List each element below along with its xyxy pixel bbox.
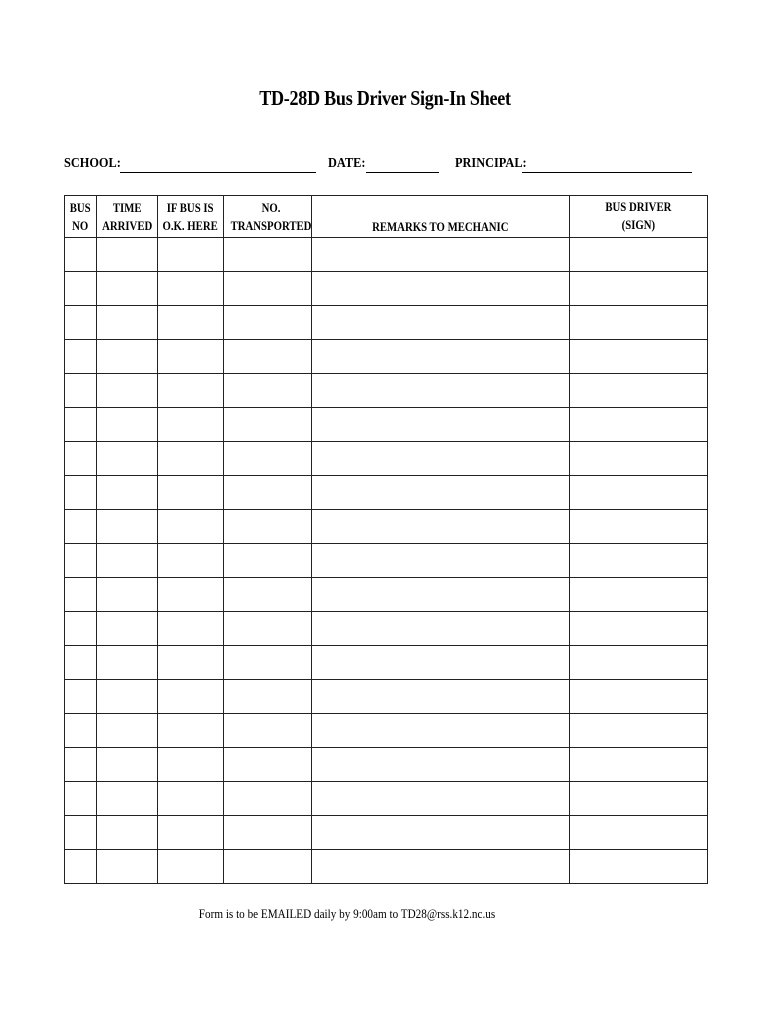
bus-ok-cell[interactable]	[158, 442, 224, 476]
remarks-cell[interactable]	[312, 748, 570, 782]
bus-ok-cell[interactable]	[158, 544, 224, 578]
header-time-arrived: TIME ARRIVED	[97, 196, 158, 238]
no-transported-cell[interactable]	[224, 646, 312, 680]
no-transported-cell[interactable]	[224, 340, 312, 374]
no-transported-cell[interactable]	[224, 612, 312, 646]
no-transported-cell[interactable]	[224, 578, 312, 612]
table-row	[65, 408, 708, 442]
bus-no-cell[interactable]	[65, 714, 97, 748]
time-arrived-cell[interactable]	[97, 782, 158, 816]
bus-ok-cell[interactable]	[158, 850, 224, 884]
time-arrived-cell[interactable]	[97, 748, 158, 782]
table-row	[65, 272, 708, 306]
time-arrived-cell[interactable]	[97, 408, 158, 442]
remarks-cell[interactable]	[312, 612, 570, 646]
bus-no-cell[interactable]	[65, 238, 97, 272]
bus-driver-cell[interactable]	[570, 374, 708, 408]
bus-ok-cell[interactable]	[158, 578, 224, 612]
no-transported-cell[interactable]	[224, 680, 312, 714]
bus-driver-cell[interactable]	[570, 714, 708, 748]
remarks-cell[interactable]	[312, 816, 570, 850]
remarks-cell[interactable]	[312, 510, 570, 544]
bus-driver-cell[interactable]	[570, 816, 708, 850]
bus-no-cell[interactable]	[65, 442, 97, 476]
bus-no-cell[interactable]	[65, 748, 97, 782]
remarks-cell[interactable]	[312, 476, 570, 510]
no-transported-cell[interactable]	[224, 816, 312, 850]
bus-no-cell[interactable]	[65, 816, 97, 850]
bus-no-cell[interactable]	[65, 578, 97, 612]
time-arrived-cell[interactable]	[97, 272, 158, 306]
time-arrived-cell[interactable]	[97, 442, 158, 476]
table-row	[65, 442, 708, 476]
remarks-cell[interactable]	[312, 544, 570, 578]
bus-driver-cell[interactable]	[570, 748, 708, 782]
time-arrived-cell[interactable]	[97, 816, 158, 850]
bus-ok-cell[interactable]	[158, 646, 224, 680]
table-row	[65, 646, 708, 680]
remarks-cell[interactable]	[312, 850, 570, 884]
table-row	[65, 680, 708, 714]
bus-ok-cell[interactable]	[158, 272, 224, 306]
time-arrived-cell[interactable]	[97, 374, 158, 408]
table-row	[65, 748, 708, 782]
no-transported-cell[interactable]	[224, 238, 312, 272]
no-transported-cell[interactable]	[224, 476, 312, 510]
no-transported-cell[interactable]	[224, 272, 312, 306]
bus-ok-cell[interactable]	[158, 680, 224, 714]
bus-no-cell[interactable]	[65, 850, 97, 884]
bus-ok-cell[interactable]	[158, 238, 224, 272]
bus-ok-cell[interactable]	[158, 782, 224, 816]
bus-no-cell[interactable]	[65, 272, 97, 306]
remarks-cell[interactable]	[312, 272, 570, 306]
table-row	[65, 544, 708, 578]
no-transported-cell[interactable]	[224, 544, 312, 578]
bus-driver-cell[interactable]	[570, 340, 708, 374]
no-transported-cell[interactable]	[224, 442, 312, 476]
time-arrived-cell[interactable]	[97, 544, 158, 578]
no-transported-cell[interactable]	[224, 748, 312, 782]
date-label: DATE:	[328, 156, 366, 171]
bus-driver-cell[interactable]	[570, 544, 708, 578]
bus-no-cell[interactable]	[65, 510, 97, 544]
no-transported-cell[interactable]	[224, 782, 312, 816]
header-bus-ok: IF BUS IS O.K. HERE	[158, 196, 224, 238]
bus-driver-cell[interactable]	[570, 272, 708, 306]
remarks-cell[interactable]	[312, 782, 570, 816]
table-row	[65, 340, 708, 374]
bus-driver-cell[interactable]	[570, 408, 708, 442]
school-label: SCHOOL:	[64, 156, 121, 171]
table-row	[65, 374, 708, 408]
remarks-cell[interactable]	[312, 714, 570, 748]
bus-ok-cell[interactable]	[158, 340, 224, 374]
principal-label: PRINCIPAL:	[455, 156, 527, 171]
no-transported-cell[interactable]	[224, 408, 312, 442]
time-arrived-cell[interactable]	[97, 646, 158, 680]
table-row	[65, 816, 708, 850]
table-row	[65, 714, 708, 748]
bus-driver-cell[interactable]	[570, 646, 708, 680]
time-arrived-cell[interactable]	[97, 340, 158, 374]
bus-no-cell[interactable]	[65, 544, 97, 578]
remarks-cell[interactable]	[312, 442, 570, 476]
no-transported-cell[interactable]	[224, 850, 312, 884]
bus-ok-cell[interactable]	[158, 306, 224, 340]
remarks-cell[interactable]	[312, 578, 570, 612]
bus-no-cell[interactable]	[65, 408, 97, 442]
time-arrived-cell[interactable]	[97, 850, 158, 884]
bus-ok-cell[interactable]	[158, 476, 224, 510]
table-row	[65, 476, 708, 510]
bus-no-cell[interactable]	[65, 306, 97, 340]
no-transported-cell[interactable]	[224, 306, 312, 340]
time-arrived-cell[interactable]	[97, 612, 158, 646]
table-row	[65, 612, 708, 646]
bus-no-cell[interactable]	[65, 680, 97, 714]
bus-driver-cell[interactable]	[570, 850, 708, 884]
no-transported-cell[interactable]	[224, 714, 312, 748]
remarks-cell[interactable]	[312, 340, 570, 374]
bus-ok-cell[interactable]	[158, 408, 224, 442]
remarks-cell[interactable]	[312, 238, 570, 272]
bus-driver-cell[interactable]	[570, 510, 708, 544]
time-arrived-cell[interactable]	[97, 306, 158, 340]
bus-driver-cell[interactable]	[570, 306, 708, 340]
sign-in-table	[64, 195, 708, 884]
no-transported-cell[interactable]	[224, 374, 312, 408]
principal-field[interactable]	[522, 172, 692, 173]
remarks-cell[interactable]	[312, 306, 570, 340]
bus-driver-cell[interactable]	[570, 680, 708, 714]
table-row	[65, 306, 708, 340]
table-row	[65, 578, 708, 612]
bus-no-cell[interactable]	[65, 782, 97, 816]
table-body	[65, 238, 708, 884]
no-transported-cell[interactable]	[224, 510, 312, 544]
bus-no-cell[interactable]	[65, 340, 97, 374]
bus-driver-cell[interactable]	[570, 578, 708, 612]
header-remarks: REMARKS TO MECHANIC	[312, 196, 570, 238]
header-no-transported: NO. TRANSPORTED	[224, 196, 312, 238]
bus-no-cell[interactable]	[65, 374, 97, 408]
table-row	[65, 850, 708, 884]
page-title: TD-28D Bus Driver Sign-In Sheet	[259, 86, 511, 110]
time-arrived-cell[interactable]	[97, 578, 158, 612]
table-row	[65, 782, 708, 816]
remarks-cell[interactable]	[312, 646, 570, 680]
bus-ok-cell[interactable]	[158, 748, 224, 782]
bus-ok-cell[interactable]	[158, 714, 224, 748]
bus-driver-cell[interactable]	[570, 238, 708, 272]
time-arrived-cell[interactable]	[97, 238, 158, 272]
bus-ok-cell[interactable]	[158, 374, 224, 408]
bus-driver-cell[interactable]	[570, 442, 708, 476]
bus-no-cell[interactable]	[65, 646, 97, 680]
bus-no-cell[interactable]	[65, 476, 97, 510]
table-header-row	[65, 196, 708, 238]
bus-ok-cell[interactable]	[158, 612, 224, 646]
bus-ok-cell[interactable]	[158, 510, 224, 544]
remarks-cell[interactable]	[312, 408, 570, 442]
bus-driver-cell[interactable]	[570, 612, 708, 646]
table-row	[65, 238, 708, 272]
school-field[interactable]	[120, 172, 316, 173]
time-arrived-cell[interactable]	[97, 680, 158, 714]
date-field[interactable]	[366, 172, 439, 173]
bus-driver-cell[interactable]	[570, 782, 708, 816]
header-bus-no: BUS NO	[65, 196, 97, 238]
remarks-cell[interactable]	[312, 680, 570, 714]
time-arrived-cell[interactable]	[97, 476, 158, 510]
footer-note: Form is to be EMAILED daily by 9:00am to TD28@rss.k12.nc.us	[198, 906, 496, 921]
bus-no-cell[interactable]	[65, 612, 97, 646]
header-bus-driver: BUS DRIVER (SIGN)	[570, 196, 708, 238]
bus-ok-cell[interactable]	[158, 816, 224, 850]
time-arrived-cell[interactable]	[97, 510, 158, 544]
header-fields	[0, 154, 770, 178]
remarks-cell[interactable]	[312, 374, 570, 408]
time-arrived-cell[interactable]	[97, 714, 158, 748]
table-row	[65, 510, 708, 544]
bus-driver-cell[interactable]	[570, 476, 708, 510]
